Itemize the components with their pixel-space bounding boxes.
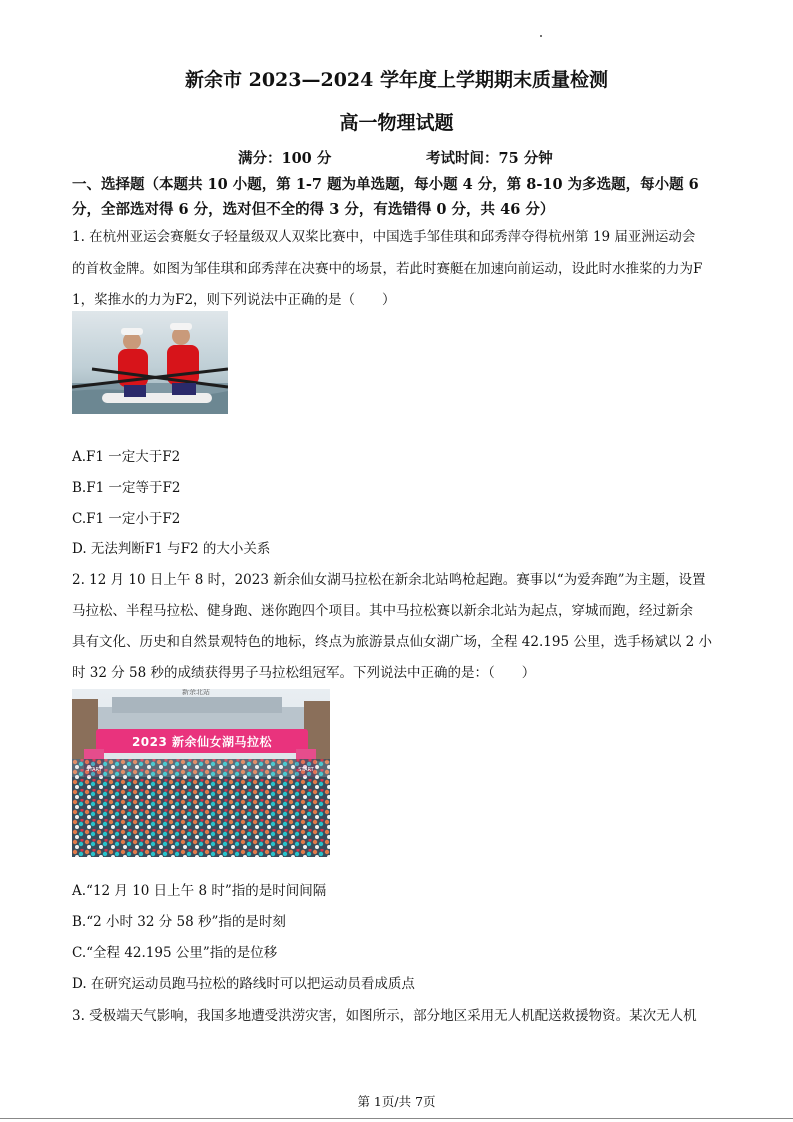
q2-text-line4: 时 32 分 58 秒的成绩获得男子马拉松组冠军。下列说法中正确的是：（ ） bbox=[72, 665, 536, 681]
page-subtitle: 高一物理试题 bbox=[339, 112, 454, 134]
q2-text-line3: 具有文化、历史和自然景观特色的地标，终点为旅游景点仙女湖广场，全程 42.195 公里，选手杨斌以 2 小 bbox=[72, 634, 712, 650]
q1-option-b: B.F1 一定等于F2 bbox=[72, 480, 181, 496]
q2-option-c: C.“全程 42.195 公里”指的是位移 bbox=[72, 945, 278, 961]
bottom-rule bbox=[0, 1118, 793, 1119]
start-sign-left: START bbox=[86, 767, 102, 773]
q2-text-line2: 马拉松、半程马拉松、健身跑、迷你跑四个项目。其中马拉松赛以新余北站为起点，穿城而跑，经过新余 bbox=[72, 603, 693, 619]
station-sign: 新余北站 bbox=[182, 689, 210, 696]
q1-text-line2: 的首枚金牌。如图为邹佳琪和邱秀萍在决赛中的场景，若此时赛艇在加速向前运动，设此时水推桨的力为F bbox=[72, 261, 703, 277]
q2-option-d: D. 在研究运动员跑马拉松的路线时可以把运动员看成质点 bbox=[72, 976, 415, 992]
q1-option-d: D. 无法判断F1 与F2 的大小关系 bbox=[72, 541, 271, 557]
score-info: 满分：100 分 bbox=[238, 150, 332, 167]
q2-option-b: B.“2 小时 32 分 58 秒”指的是时刻 bbox=[72, 914, 286, 930]
q1-option-c: C.F1 一定小于F2 bbox=[72, 511, 181, 527]
q2-option-a: A.“12 月 10 日上午 8 时”指的是时间间隔 bbox=[72, 883, 327, 899]
section-heading-line1: 一、选择题（本题共 10 小题，第 1-7 题为单选题，每小题 4 分，第 8-10 为多选题，每小题 6 bbox=[72, 176, 699, 193]
marathon-banner: 2023 新余仙女湖马拉松 bbox=[131, 735, 273, 749]
scan-dot bbox=[540, 35, 542, 37]
q2-text-line1: 2. 12 月 10 日上午 8 时，2023 新余仙女湖马拉松在新余北站鸣枪起跑。赛事以“为爱奔跑”为主题，设置 bbox=[72, 572, 706, 588]
page-number: 第 1页/共 7页 bbox=[357, 1094, 436, 1109]
marathon-photo bbox=[72, 689, 330, 857]
time-info: 考试时间：75 分钟 bbox=[426, 150, 553, 167]
q1-text-line3: 1，桨推水的力为F2，则下列说法中正确的是（ ） bbox=[72, 292, 396, 308]
page-title: 新余市 2023—2024 学年度上学期期末质量检测 bbox=[185, 69, 608, 91]
q1-option-a: A.F1 一定大于F2 bbox=[72, 449, 181, 465]
q1-text-line1: 1. 在杭州亚运会赛艇女子轻量级双人双桨比赛中，中国选手邹佳琪和邱秀萍夺得杭州第 19 届亚洲运动会 bbox=[72, 229, 696, 245]
rowing-photo bbox=[72, 311, 228, 414]
section-heading-line2: 分，全部选对得 6 分，选对但不全的得 3 分，有选错得 0 分，共 46 分） bbox=[72, 201, 555, 218]
q3-text-line1: 3. 受极端天气影响，我国多地遭受洪涝灾害，如图所示，部分地区采用无人机配送救援物资。某次无人机 bbox=[72, 1008, 697, 1024]
start-sign-right: START bbox=[298, 767, 314, 773]
